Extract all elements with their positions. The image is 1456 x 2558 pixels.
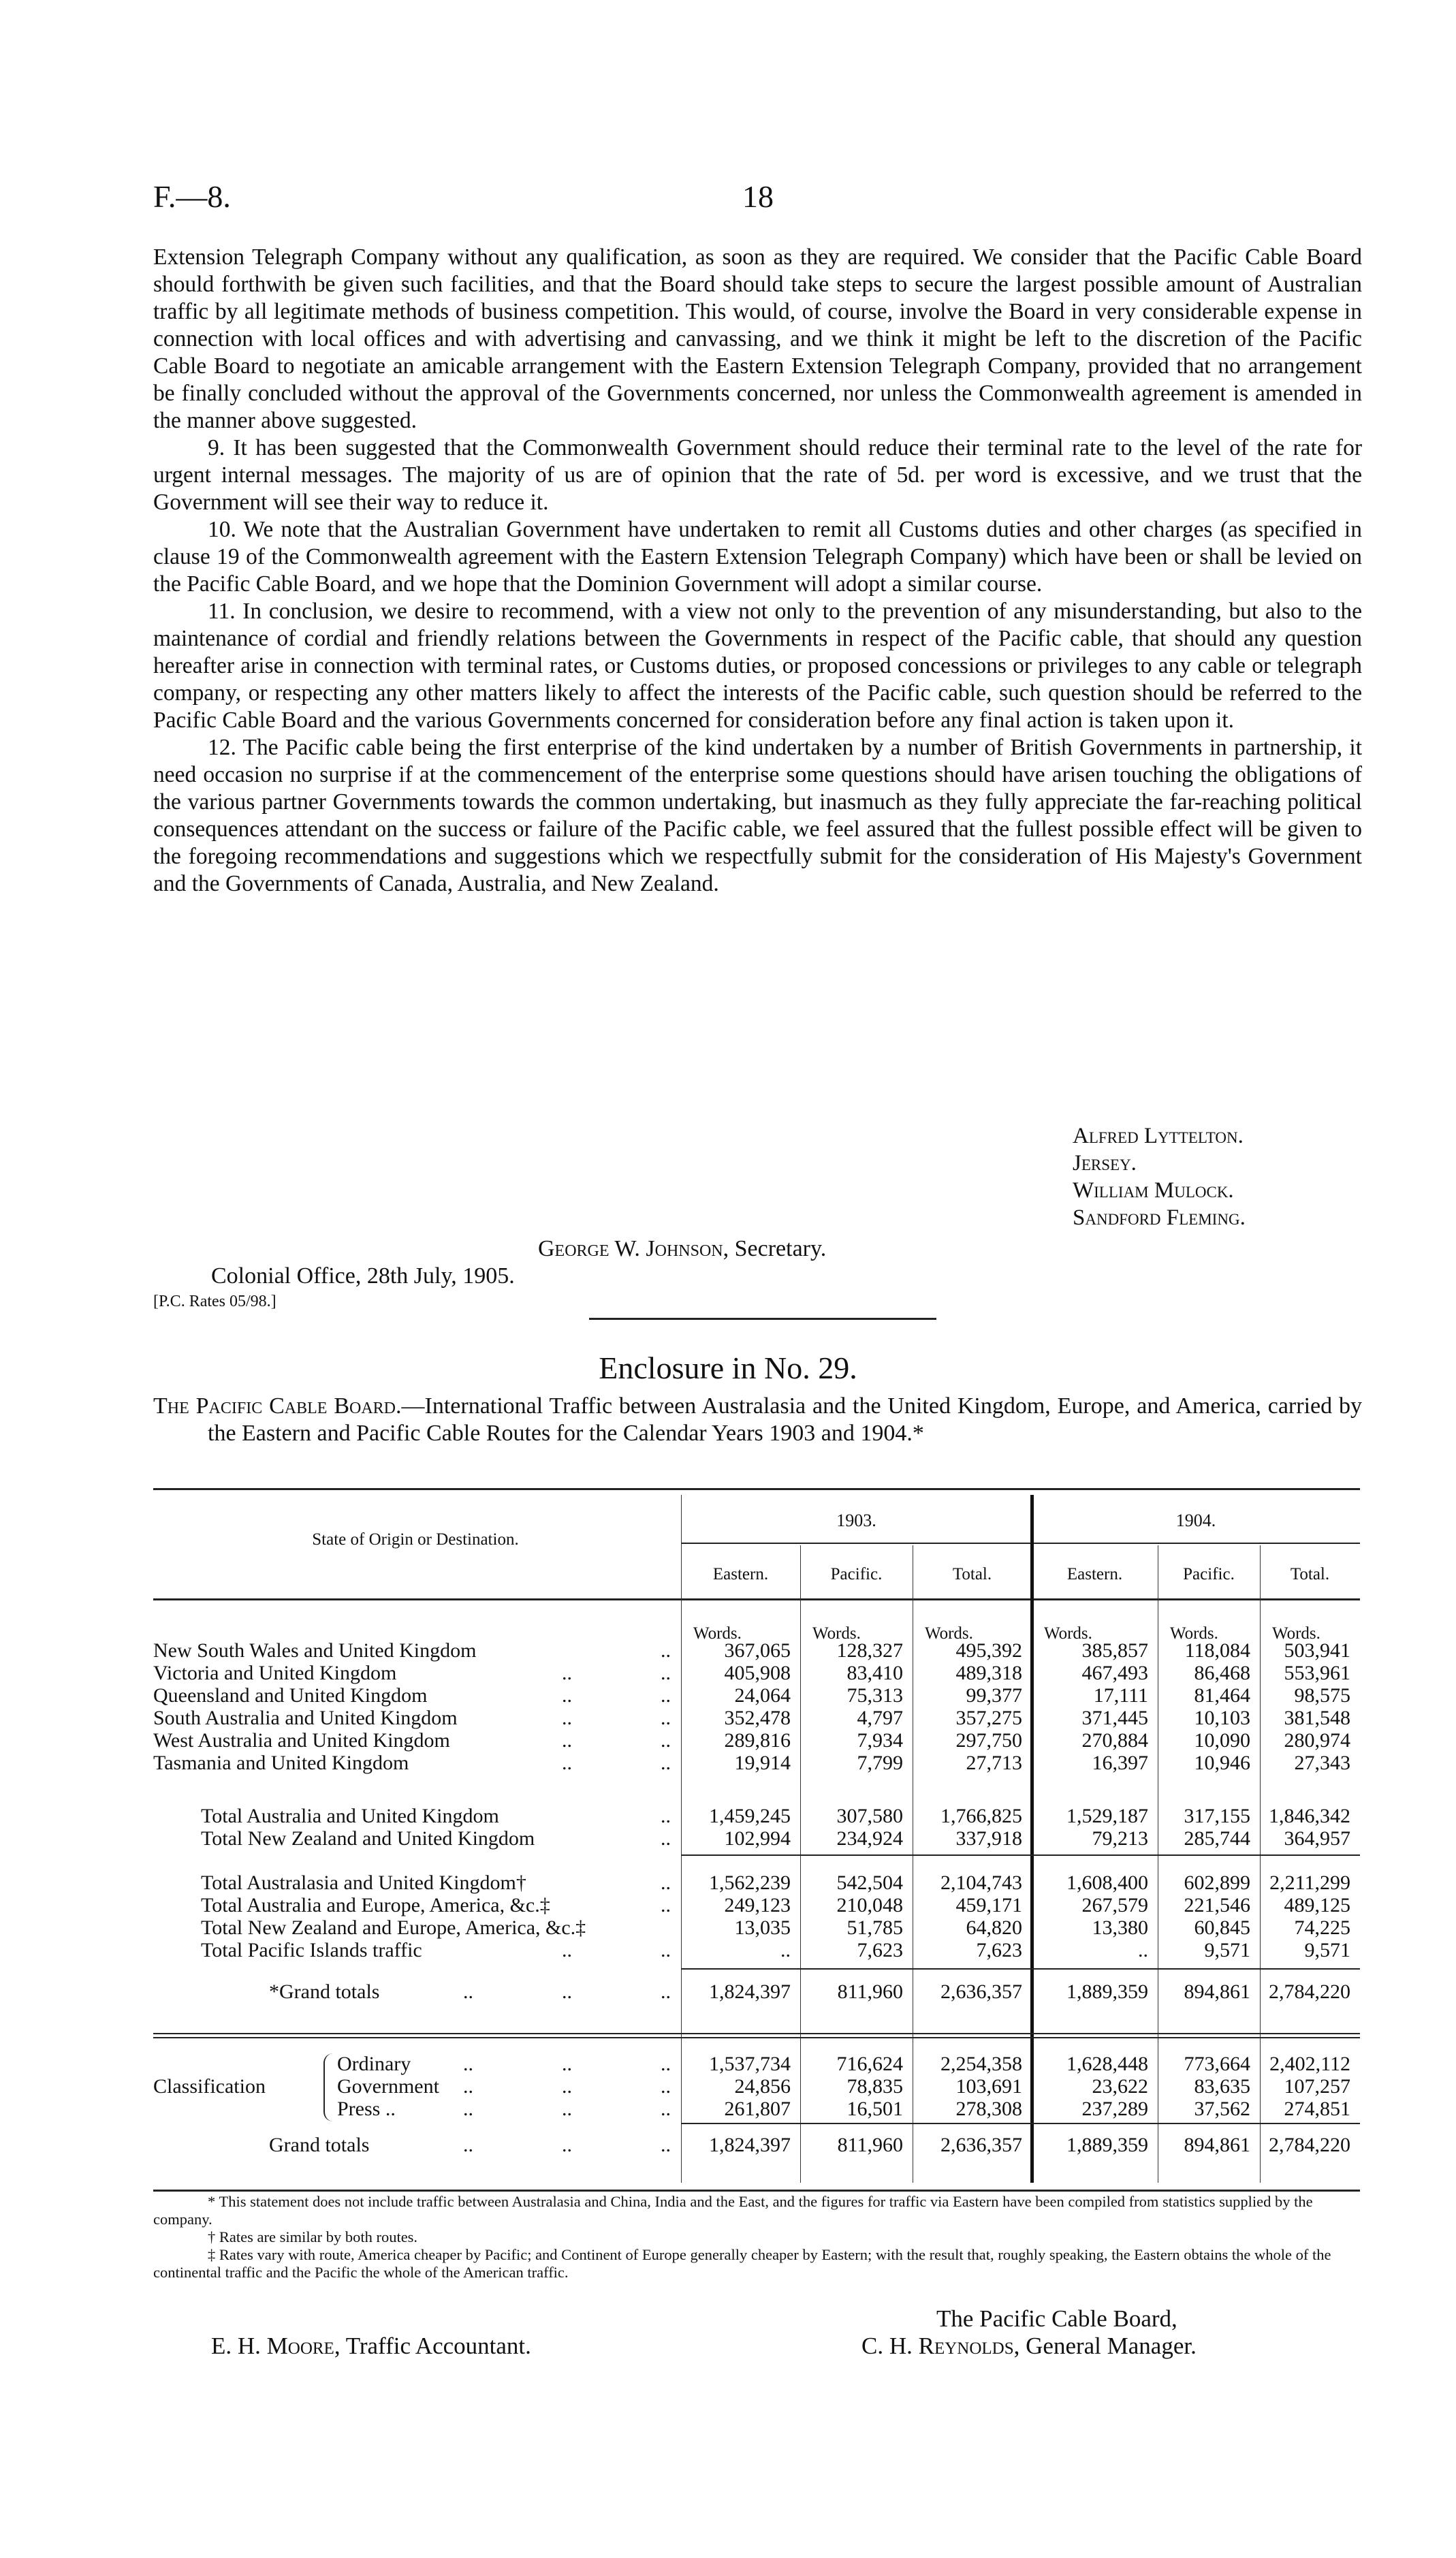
cell-value: .. — [1138, 1939, 1148, 1961]
cell-value: 1,824,397 — [709, 2134, 791, 2156]
table-top-rule — [153, 1488, 1360, 1490]
subtotal-row — [153, 1805, 1360, 1827]
paragraph-10: 10. We note that the Australian Government have undertaken to remit all Customs duties and other charges (as specified in clause 19 of the Commonwealth agreement with the Eastern Extension Telegraph Company) which have been or shall be levied on the Pacific Cable Board, and we hope that the Dominion Government will adopt a similar course. — [153, 517, 1362, 597]
cell-value: 894,861 — [1184, 1980, 1250, 2003]
cell-value: 79,213 — [1092, 1827, 1148, 1850]
region-row — [153, 1872, 1360, 1894]
row-label: Grand totals — [269, 2134, 370, 2156]
cell-value: 16,501 — [846, 2098, 903, 2120]
page-number: 18 — [742, 179, 774, 214]
cell-value: 317,155 — [1184, 1805, 1250, 1827]
cell-value: 467,493 — [1081, 1662, 1148, 1684]
cell-value: 118,084 — [1184, 1639, 1250, 1662]
leader-dots: .. — [661, 2134, 671, 2156]
cell-value: 99,377 — [966, 1684, 1022, 1707]
leader-dots: .. — [661, 1827, 671, 1850]
row-label: South Australia and United Kingdom — [153, 1707, 458, 1729]
cell-value: 249,123 — [724, 1894, 791, 1916]
cell-value: 1,628,448 — [1066, 2053, 1148, 2075]
cell-value: 98,575 — [1294, 1684, 1350, 1707]
cell-value: 297,750 — [955, 1729, 1022, 1752]
secretary-title: , Secretary. — [723, 1236, 827, 1261]
leader-dots: .. — [562, 1707, 572, 1729]
unit-label: Words. — [812, 1624, 861, 1643]
cell-value: 64,820 — [966, 1916, 1022, 1939]
state-row — [153, 1752, 1360, 1774]
row-label: Total Australia and Europe, America, &c.‡ — [201, 1894, 550, 1916]
leader-dots: .. — [661, 1939, 671, 1961]
cell-value: 60,845 — [1194, 1916, 1250, 1939]
cell-value: 1,889,359 — [1066, 1980, 1148, 2003]
classification-row — [153, 2075, 1360, 2098]
leader-dots: .. — [562, 2075, 572, 2098]
footnote-double-dagger: ‡ Rates vary with route, America cheaper by Pacific; and Continent of Europe generally cheaper by Eastern; with the result that, roughly speaking, the Eastern obtains the whole of the continental traffic and the Pacific the whole of the American traffic. — [153, 2246, 1331, 2281]
caption-lead: The Pacific Cable Board. — [153, 1393, 402, 1419]
section-divider — [589, 1318, 936, 1320]
cell-value: 371,445 — [1081, 1707, 1148, 1729]
cell-value: 503,941 — [1284, 1639, 1350, 1662]
cell-value: 278,308 — [955, 2098, 1022, 2120]
subtotal-row — [153, 1827, 1360, 1850]
row-label: Government — [337, 2075, 439, 2098]
table-bottom-rule — [153, 2190, 1360, 2192]
cell-value: 270,884 — [1081, 1729, 1148, 1752]
cell-value: 1,562,239 — [709, 1872, 791, 1894]
signatory: William Mulock. — [1073, 1178, 1234, 1203]
unit-label: Words. — [693, 1624, 742, 1643]
board-name: The Pacific Cable Board, — [936, 2305, 1177, 2332]
subtotal-rule — [681, 1854, 1360, 1856]
cell-value: 16,397 — [1092, 1752, 1148, 1774]
unit-label: Words. — [1044, 1624, 1092, 1643]
cell-value: 542,504 — [836, 1872, 903, 1894]
manager-signature — [861, 2333, 1197, 2360]
column-header: Total. — [952, 1565, 992, 1583]
cell-value: 83,635 — [1194, 2075, 1250, 2098]
body-text — [153, 244, 1362, 898]
cell-value: 74,225 — [1294, 1916, 1350, 1939]
stub-header: State of Origin or Destination. — [312, 1530, 519, 1549]
cell-value: 337,918 — [955, 1827, 1022, 1850]
column-header: Pacific. — [830, 1565, 883, 1583]
cell-value: 2,104,743 — [940, 1872, 1022, 1894]
leader-dots: .. — [463, 2075, 473, 2098]
column-header: Eastern. — [712, 1565, 769, 1583]
table-caption — [153, 1393, 1362, 1447]
cell-value: 17,111 — [1093, 1684, 1148, 1707]
cell-value: 10,946 — [1194, 1752, 1250, 1774]
state-row — [153, 1684, 1360, 1707]
header-bottom-rule — [153, 1598, 1360, 1600]
unit-label: Words. — [1272, 1624, 1320, 1643]
region-row — [153, 1916, 1360, 1939]
row-label: Victoria and United Kingdom — [153, 1662, 397, 1684]
footnotes — [153, 2193, 1362, 2281]
grand-total-rule — [681, 1968, 1360, 1970]
paragraph-12: 12. The Pacific cable being the first enterprise of the kind undertaken by a number of British Governments in partnership, it need occasion no surprise if at the commencement of the enterprise some questions should have arisen touching the obligations of the various partner Governments towards the common undertaking, but inasmuch as they fully appreciate the far-reaching political consequences attendant on the success or failure of the Pacific cable, we feel assured that the fullest possible effect will be given to the foregoing recommendations and suggestions which we respectfully submit for the consideration of His Majesty's Government and the Governments of Canada, Australia, and New Zealand. — [153, 735, 1362, 896]
cell-value: 78,835 — [846, 2075, 903, 2098]
row-label: Total Australasia and United Kingdom† — [201, 1872, 526, 1894]
cell-value: 103,691 — [955, 2075, 1022, 2098]
cell-value: 1,824,397 — [709, 1980, 791, 2003]
cell-value: 7,623 — [857, 1939, 903, 1961]
cell-value: 811,960 — [837, 1980, 903, 2003]
paragraph-11: 11. In conclusion, we desire to recommend, with a view not only to the prevention of any misunderstanding, but also to the maintenance of cordial and friendly relations between the Governments in respect of the Pacific cable, that should any question hereafter arise in connection with terminal rates, or Customs duties, or proposed concessions or privileges to any cable or telegraph company, or respecting any other matters likely to affect the interests of the Pacific cable, such question should be referred to the Pacific Cable Board and the various Governments concerned for consideration before any final action is taken upon it. — [153, 599, 1362, 733]
grand-total-row — [153, 2134, 1360, 2156]
row-label: Press .. — [337, 2098, 396, 2120]
row-label: West Australia and United Kingdom — [153, 1729, 450, 1752]
year-header-1903: 1903. — [836, 1511, 876, 1530]
cell-value: 81,464 — [1194, 1684, 1250, 1707]
cell-value: 24,856 — [734, 2075, 791, 2098]
cell-value: 1,846,342 — [1269, 1805, 1350, 1827]
cell-value: 2,784,220 — [1269, 1980, 1350, 2003]
secretary-name: George W. Johnson — [538, 1236, 723, 1261]
cell-value: 459,171 — [955, 1894, 1022, 1916]
row-label: *Grand totals — [269, 1980, 380, 2003]
column-header: Pacific. — [1183, 1565, 1235, 1583]
year-header-1904: 1904. — [1175, 1511, 1216, 1530]
row-label: Ordinary — [337, 2053, 411, 2075]
column-header: Total. — [1290, 1565, 1330, 1583]
leader-dots: .. — [562, 1939, 572, 1961]
cell-value: 7,799 — [857, 1752, 903, 1774]
file-reference: [P.C. Rates 05/98.] — [153, 1293, 276, 1310]
cell-value: 274,851 — [1284, 2098, 1350, 2120]
series-reference: F.—8. — [153, 179, 231, 214]
cell-value: 27,343 — [1294, 1752, 1350, 1774]
cell-value: 894,861 — [1184, 2134, 1250, 2156]
cell-value: 285,744 — [1184, 1827, 1250, 1850]
cell-value: 553,961 — [1284, 1662, 1350, 1684]
cell-value: 489,318 — [955, 1662, 1022, 1684]
cell-value: 7,934 — [857, 1729, 903, 1752]
state-row — [153, 1662, 1360, 1684]
leader-dots: .. — [661, 1752, 671, 1774]
leader-dots: .. — [661, 1980, 671, 2003]
unit-label: Words. — [925, 1624, 973, 1643]
leader-dots: .. — [562, 1662, 572, 1684]
cell-value: 75,313 — [846, 1684, 903, 1707]
cell-value: 24,064 — [734, 1684, 791, 1707]
leader-dots: .. — [661, 1729, 671, 1752]
classification-label: Classification — [153, 2075, 266, 2098]
enclosure-title: Enclosure in No. 29. — [599, 1351, 857, 1385]
cell-value: 811,960 — [837, 2134, 903, 2156]
cell-value: 2,636,357 — [940, 2134, 1022, 2156]
cell-value: 2,784,220 — [1269, 2134, 1350, 2156]
cell-value: 234,924 — [836, 1827, 903, 1850]
accountant-title: , Traffic Accountant. — [334, 2333, 531, 2359]
cell-value: 23,622 — [1092, 2075, 1148, 2098]
cell-value: 367,065 — [724, 1639, 791, 1662]
year-rule — [681, 1543, 1360, 1544]
leader-dots: .. — [661, 1707, 671, 1729]
paragraph-continued: Extension Telegraph Company without any qualification, as soon as they are required. We consider that the Pacific Cable Board should forthwith be given such facilities, and that the Board should take steps to secure the largest possible amount of Australian traffic by all legitimate methods of business competition. This would, of course, involve the Board in very considerable expense in connection with local offices and with advertising and canvassing, and we think it might be left to the discretion of the Pacific Cable Board to negotiate an amicable arrangement with the Eastern Extension Telegraph Company, provided that no arrangement be finally concluded without the approval of the Governments concerned, nor unless the Commonwealth agreement is amended in the manner above suggested. — [153, 244, 1362, 433]
row-label: Tasmania and United Kingdom — [153, 1752, 409, 1774]
leader-dots: .. — [661, 1805, 671, 1827]
cell-value: 352,478 — [724, 1707, 791, 1729]
leader-dots: .. — [661, 2053, 671, 2075]
manager-title: , General Manager. — [1013, 2333, 1197, 2359]
cell-value: 27,713 — [966, 1752, 1022, 1774]
cell-value: 357,275 — [955, 1707, 1022, 1729]
cell-value: 1,766,825 — [940, 1805, 1022, 1827]
signatory: Sandford Fleming. — [1073, 1205, 1246, 1230]
row-label: Total Pacific Islands traffic — [201, 1939, 422, 1961]
cell-value: 1,608,400 — [1066, 1872, 1148, 1894]
secretary-signature — [538, 1236, 826, 1262]
cell-value: 261,807 — [724, 2098, 791, 2120]
leader-dots: .. — [562, 1684, 572, 1707]
unit-label: Words. — [1170, 1624, 1218, 1643]
signatory: Jersey. — [1073, 1151, 1137, 1175]
region-row — [153, 1939, 1360, 1961]
cell-value: 381,548 — [1284, 1707, 1350, 1729]
cell-value: 1,537,734 — [709, 2053, 791, 2075]
leader-dots: .. — [661, 1684, 671, 1707]
signatories — [1073, 1122, 1246, 1231]
cell-value: 1,459,245 — [709, 1805, 791, 1827]
accountant-name: E. H. Moore — [211, 2333, 334, 2359]
cell-value: 280,974 — [1284, 1729, 1350, 1752]
region-row — [153, 1894, 1360, 1916]
cell-value: 1,529,187 — [1066, 1805, 1148, 1827]
classification-row — [153, 2053, 1360, 2075]
cell-value: 37,562 — [1194, 2098, 1250, 2120]
manager-name: C. H. Reynolds — [861, 2333, 1014, 2359]
cell-value: 7,623 — [976, 1939, 1022, 1961]
double-rule — [153, 2033, 1360, 2034]
row-label: New South Wales and United Kingdom — [153, 1639, 477, 1662]
cell-value: 602,899 — [1184, 1872, 1250, 1894]
grand-total-row — [153, 1980, 1360, 2003]
cell-value: 307,580 — [836, 1805, 903, 1827]
cell-value: 51,785 — [846, 1916, 903, 1939]
leader-dots: .. — [661, 2075, 671, 2098]
cell-value: 86,468 — [1194, 1662, 1250, 1684]
cell-value: 107,257 — [1284, 2075, 1350, 2098]
cell-value: 2,254,358 — [940, 2053, 1022, 2075]
cell-value: 10,090 — [1194, 1729, 1250, 1752]
row-label: Queensland and United Kingdom — [153, 1684, 428, 1707]
footnote-dagger: † Rates are similar by both routes. — [208, 2228, 418, 2245]
cell-value: 364,957 — [1284, 1827, 1350, 1850]
accountant-signature — [211, 2333, 531, 2360]
cell-value: 102,994 — [724, 1827, 791, 1850]
classification-row — [153, 2098, 1360, 2120]
cell-value: 237,289 — [1081, 2098, 1148, 2120]
cell-value: 1,889,359 — [1066, 2134, 1148, 2156]
row-label: Total Australia and United Kingdom — [201, 1805, 499, 1827]
cell-value: 9,571 — [1204, 1939, 1250, 1961]
signatory: Alfred Lyttelton. — [1073, 1124, 1244, 1148]
cell-value: 716,624 — [836, 2053, 903, 2075]
paragraph-9: 9. It has been suggested that the Commonwealth Government should reduce their terminal rate to the level of the rate for urgent internal messages. The majority of us are of opinion that the rate of 5d. per word is excessive, and we trust that the Government will see their way to reduce it. — [153, 435, 1362, 515]
dateline: Colonial Office, 28th July, 1905. — [211, 1263, 515, 1289]
column-header: Eastern. — [1066, 1565, 1123, 1583]
row-label: Total New Zealand and United Kingdom — [201, 1827, 535, 1850]
leader-dots: .. — [463, 2098, 473, 2120]
leader-dots: .. — [661, 1639, 671, 1662]
footnote-asterisk: * This statement does not include traffic between Australasia and China, India and the East, and the figures for traffic via Eastern have been compiled from statistics supplied by the company. — [153, 2193, 1313, 2228]
cell-value: 2,636,357 — [940, 1980, 1022, 2003]
cell-value: 289,816 — [724, 1729, 791, 1752]
leader-dots: .. — [463, 2134, 473, 2156]
double-rule — [153, 2037, 1360, 2038]
leader-dots: .. — [562, 1752, 572, 1774]
cell-value: 13,380 — [1092, 1916, 1148, 1939]
state-row — [153, 1707, 1360, 1729]
cell-value: 495,392 — [955, 1639, 1022, 1662]
caption-text: —International Traffic between Australasia and the United Kingdom, Europe, and America, carried by the Eastern and Pacific Cable Routes for the Calendar Years 1903 and 1904.* — [208, 1393, 1362, 1446]
leader-dots: .. — [562, 1729, 572, 1752]
cell-value: 13,035 — [734, 1916, 791, 1939]
leader-dots: .. — [463, 2053, 473, 2075]
cell-value: 83,410 — [846, 1662, 903, 1684]
cell-value: .. — [780, 1939, 791, 1961]
leader-dots: .. — [661, 2098, 671, 2120]
leader-dots: .. — [463, 1980, 473, 2003]
leader-dots: .. — [562, 2053, 572, 2075]
cell-value: 385,857 — [1081, 1639, 1148, 1662]
leader-dots: .. — [562, 2098, 572, 2120]
leader-dots: .. — [562, 1980, 572, 2003]
leader-dots: .. — [661, 1662, 671, 1684]
state-row — [153, 1729, 1360, 1752]
leader-dots: .. — [661, 1894, 671, 1916]
cell-value: 4,797 — [857, 1707, 903, 1729]
cell-value: 221,546 — [1184, 1894, 1250, 1916]
cell-value: 773,664 — [1184, 2053, 1250, 2075]
cell-value: 405,908 — [724, 1662, 791, 1684]
cell-value: 128,327 — [836, 1639, 903, 1662]
cell-value: 10,103 — [1194, 1707, 1250, 1729]
cell-value: 489,125 — [1284, 1894, 1350, 1916]
leader-dots: .. — [661, 1872, 671, 1894]
state-row — [153, 1639, 1360, 1662]
cell-value: 19,914 — [734, 1752, 791, 1774]
cell-value: 2,402,112 — [1269, 2053, 1350, 2075]
cell-value: 2,211,299 — [1269, 1872, 1350, 1894]
cell-value: 210,048 — [836, 1894, 903, 1916]
cell-value: 9,571 — [1304, 1939, 1350, 1961]
row-label: Total New Zealand and Europe, America, &c.‡ — [201, 1916, 586, 1939]
cell-value: 267,579 — [1081, 1894, 1148, 1916]
classification-total-rule — [681, 2123, 1360, 2124]
leader-dots: .. — [562, 2134, 572, 2156]
